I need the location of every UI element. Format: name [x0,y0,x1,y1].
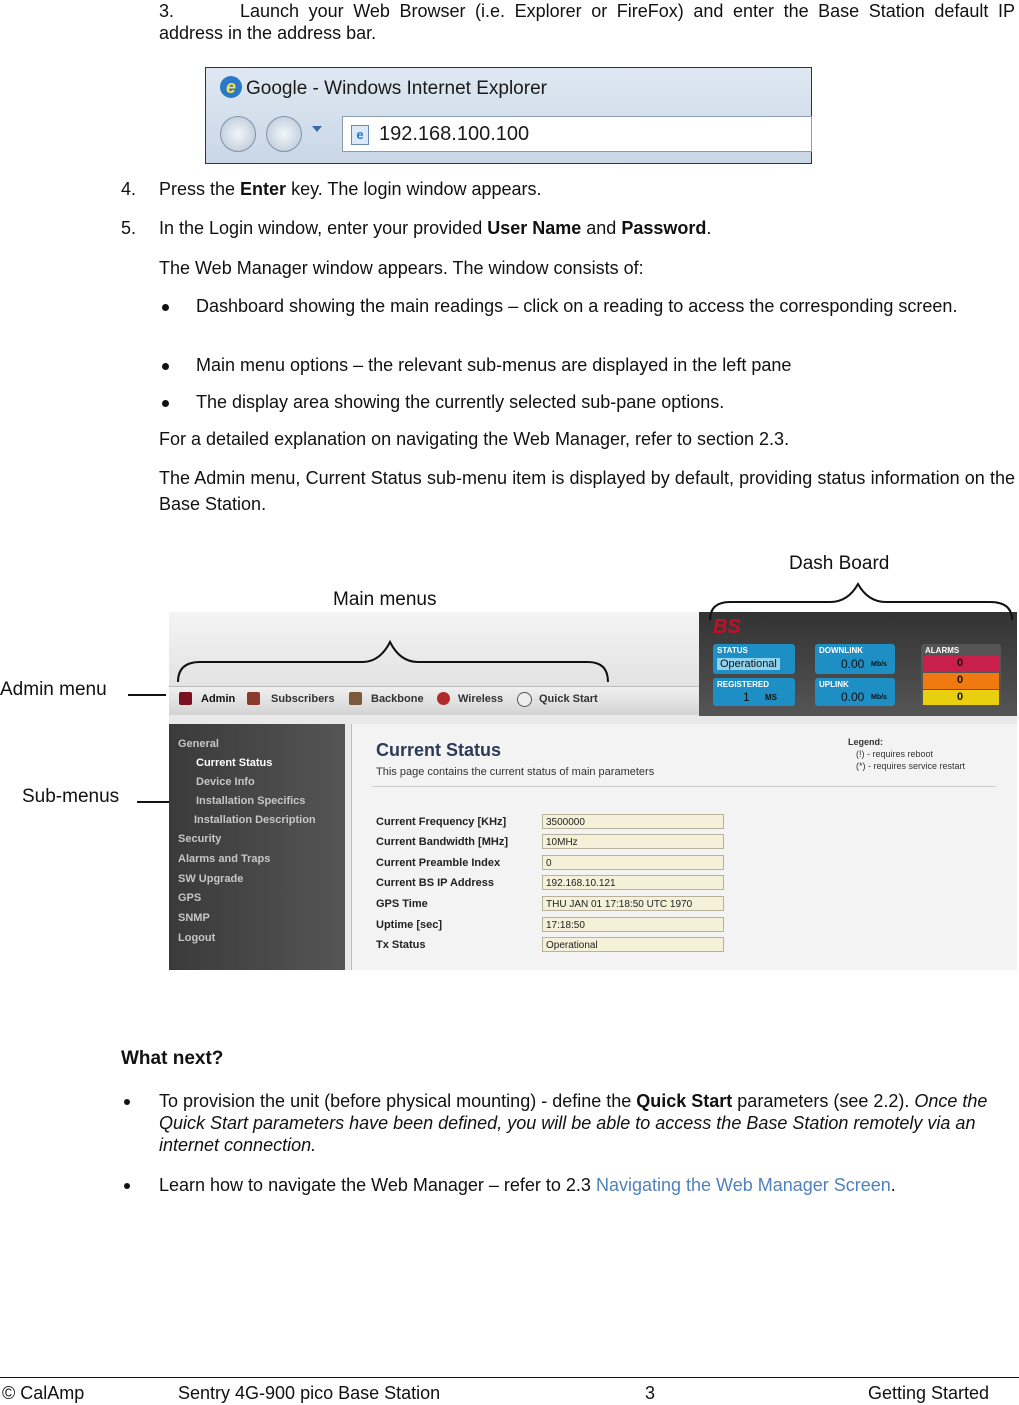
footer-section: Getting Started [868,1383,990,1403]
footer-page-number: 3 [645,1383,656,1403]
submenu-device-info[interactable]: Device Info [196,776,255,788]
field-value[interactable]: Operational [542,937,724,952]
menu-wireless[interactable]: Wireless [458,693,504,705]
legend [848,736,965,772]
alarm-critical-count: 0 [957,657,964,669]
step-4-number: 4. [121,179,137,199]
dash-board-brace [710,584,1012,620]
bullet-1: Dashboard showing the main readings – click on a reading to access the corresponding screen. [196,296,958,316]
address-text: 192.168.100.100 [379,123,530,145]
divider [372,786,996,787]
what-next-heading: What next? [121,1048,224,1069]
field-value[interactable]: THU JAN 01 17:18:50 UTC 1970 [542,896,724,911]
what-next-bullet-2 [159,1174,896,1196]
back-arrow-icon [220,116,256,152]
step-3-number: 3. [159,1,175,21]
main-menus-brace [178,642,608,682]
field-value[interactable]: 17:18:50 [542,917,724,932]
submenu-gps[interactable]: GPS [178,892,202,904]
downlink-unit: Mb/s [871,661,887,668]
step-5-bold-username: User Name [487,218,582,238]
step-5-text [159,217,711,239]
field-label: Current Preamble Index [376,857,501,869]
footer-rule [0,1377,1019,1378]
intro-text: The Web Manager window appears. The window consists of: [159,258,644,278]
menu-backbone[interactable]: Backbone [371,693,424,705]
legend-reboot: (!) - requires reboot [856,749,934,759]
ie-logo-icon: e [220,76,242,98]
registered-unit: MS [765,693,777,702]
step-5-number: 5. [121,218,137,238]
registered-label: REGISTERED [717,680,770,689]
step-5-pre: In the Login window, enter your provided [159,218,488,238]
bullet-dot [162,363,169,370]
legend-restart: (*) - requires service restart [856,761,966,771]
step-4-post: key. The login window appears. [286,179,542,199]
step-5-post: . [706,218,712,238]
address-bar [342,116,812,152]
annotation-sub-menus: Sub-menus [22,786,120,807]
step-4-bold: Enter [240,179,287,199]
nav-dropdown-icon [312,126,322,132]
footer-copyright: © CalAmp [2,1383,85,1403]
content-area [351,724,1017,970]
alarm-minor-count: 0 [957,691,964,703]
bs-logo: BS [713,616,741,638]
wn1-italic: Once the Quick Start parameters have been defined, you will be able to access the Base Station remotely via an internet connection. [159,1091,988,1155]
bullet-3: The display area showing the currently selected sub-pane options. [196,392,725,412]
browser-title: Google - Windows Internet Explorer [246,78,547,99]
field-value[interactable]: 10MHz [542,834,724,849]
annotation-dash-board: Dash Board [789,553,890,574]
sub-menu-pane [169,724,345,970]
field-label: GPS Time [376,898,428,910]
wn1-bold: Quick Start [636,1091,733,1111]
field-label: Current Bandwidth [MHz] [376,836,508,848]
legend-title: Legend: [848,737,883,747]
field-label: Current BS IP Address [376,877,494,889]
what-next-bullet-1 [159,1090,1004,1156]
bullet-dot [124,1183,130,1189]
navigating-link[interactable]: Navigating the Web Manager Screen [595,1175,891,1195]
annotation-admin-menu: Admin menu [0,679,107,700]
para-navigation: For a detailed explanation on navigating the Web Manager, refer to section 2.3. [159,429,790,449]
uplink-value: 0.00 [841,690,865,704]
field-value[interactable]: 0 [542,855,724,870]
submenu-security[interactable]: Security [178,833,222,845]
page-icon: e [351,125,369,145]
browser-screenshot [205,67,812,164]
page-title: Current Status [376,740,502,760]
submenu-sw-upgrade[interactable]: SW Upgrade [178,873,244,885]
step-3-text [159,0,1015,44]
menu-subscribers[interactable]: Subscribers [271,693,335,705]
downlink-value: 0.00 [841,657,865,671]
field-value[interactable]: 3500000 [542,814,724,829]
submenu-logout[interactable]: Logout [178,932,216,944]
wn2-pre: Learn how to navigate the Web Manager – refer to 2.3 [159,1175,596,1195]
submenu-installation-description[interactable]: Installation Description [194,814,316,826]
bullet-dot [162,400,169,407]
field-label: Uptime [sec] [376,919,443,931]
field-label: Tx Status [376,939,426,951]
registered-value: 1 [743,690,750,704]
page-description: This page contains the current status of main parameters [376,766,655,778]
footer-product: Sentry 4G-900 pico Base Station [178,1383,441,1403]
wn1-pre: To provision the unit (before physical mounting) - define the [159,1091,637,1111]
step-4-text [159,178,542,200]
alarm-major-count: 0 [957,674,964,686]
downlink-label: DOWNLINK [819,646,863,655]
bullet-dot [162,304,169,311]
status-value: Operational [717,658,780,670]
field-label: Current Frequency [KHz] [376,816,507,828]
submenu-current-status[interactable]: Current Status [196,757,273,769]
wn2-post: . [890,1175,896,1195]
annotation-main-menus: Main menus [333,589,437,610]
submenu-general[interactable]: General [178,738,219,750]
submenu-snmp[interactable]: SNMP [178,912,210,924]
alarms-label: ALARMS [925,646,960,655]
status-label: STATUS [717,646,748,655]
bullet-2: Main menu options – the relevant sub-menus are displayed in the left pane [196,355,792,375]
submenu-installation-specifics[interactable]: Installation Specifics [196,795,306,807]
uplink-unit: Mb/s [871,694,887,701]
menu-admin[interactable]: Admin [201,693,236,705]
step-4-pre: Press the [159,179,241,199]
para-admin-menu: The Admin menu, Current Status sub-menu item is displayed by default, providing status information on the Base Station. [159,468,1015,514]
field-value[interactable]: 192.168.10.121 [542,875,724,890]
forward-arrow-icon [266,116,302,152]
uplink-label: UPLINK [819,680,849,689]
bullet-dot [124,1099,130,1105]
submenu-alarms-and-traps[interactable]: Alarms and Traps [178,853,271,865]
menu-quick-start[interactable]: Quick Start [539,693,598,705]
step-3-body: Launch your Web Browser (i.e. Explorer or FireFox) and enter the Base Station default IP address in the address bar. [159,1,1015,43]
annotation-braces [0,560,1019,700]
wn1-post: parameters (see 2.2). [732,1091,915,1111]
step-5-bold-password: Password [621,218,707,238]
step-5-mid: and [581,218,622,238]
